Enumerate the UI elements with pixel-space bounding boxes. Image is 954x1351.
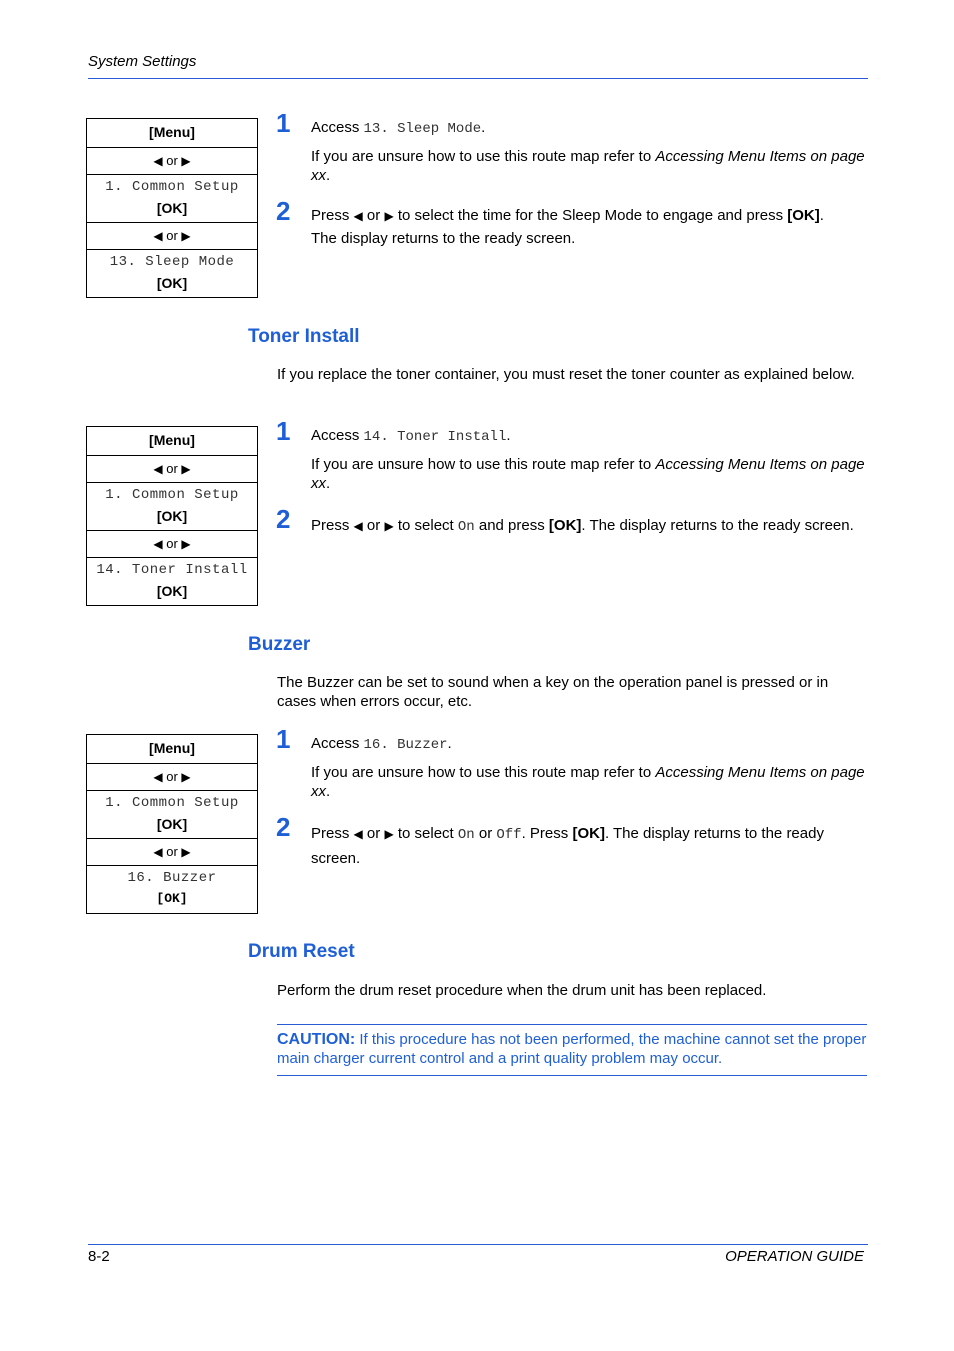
step-text-part: or xyxy=(362,825,385,842)
route-item-label: 1. Common Setup xyxy=(105,487,239,503)
note-text: If you are unsure how to use this route map refer to xyxy=(311,764,656,781)
step-text-part: to select xyxy=(393,825,458,842)
route-arrows xyxy=(87,530,257,557)
step-text-part: or xyxy=(474,825,497,842)
step-number: 1 xyxy=(276,108,291,138)
route-ok: [OK] xyxy=(156,508,188,524)
step-text-part: Press xyxy=(311,825,354,842)
route-item xyxy=(87,790,257,838)
menu-code: 16. Buzzer xyxy=(363,737,448,753)
step-text-part: . The display returns to the ready screen. xyxy=(311,825,824,867)
route-map-toner-install xyxy=(86,426,258,606)
option-code: On xyxy=(457,519,475,535)
right-triangle-icon: ▶ xyxy=(384,519,394,533)
right-triangle-icon: ▶ xyxy=(181,537,191,551)
route-or: or xyxy=(166,461,178,476)
step-text-part: . xyxy=(506,427,511,444)
section-heading-drum-reset: Drum Reset xyxy=(248,941,355,962)
route-map-sleep-mode xyxy=(86,118,258,298)
step-text-part: Press xyxy=(311,517,354,534)
right-triangle-icon: ▶ xyxy=(384,209,394,223)
step-note xyxy=(311,455,871,493)
step-text xyxy=(311,822,871,870)
section-intro: The Buzzer can be set to sound when a key on the operation panel is pressed or in cases when errors occur, etc. xyxy=(277,674,829,710)
left-triangle-icon: ◀ xyxy=(153,154,163,168)
step-text-part: to select xyxy=(393,517,458,534)
route-arrows xyxy=(87,838,257,865)
left-triangle-icon: ◀ xyxy=(353,209,363,223)
step-note xyxy=(311,763,871,801)
step-text xyxy=(311,426,871,447)
step-text-part: Press xyxy=(311,207,354,224)
route-map-buzzer xyxy=(86,734,258,914)
step-text-part: Access xyxy=(311,119,364,136)
right-triangle-icon: ▶ xyxy=(181,770,191,784)
route-item xyxy=(87,865,257,913)
caution-rule-top xyxy=(277,1024,867,1025)
step-text xyxy=(311,118,871,139)
ok-key: [OK] xyxy=(572,825,605,842)
route-ok: [OK] xyxy=(156,891,188,906)
note-text: . xyxy=(326,783,331,800)
right-triangle-icon: ▶ xyxy=(181,154,191,168)
route-or: or xyxy=(166,536,178,551)
option-code: On xyxy=(457,827,475,843)
note-text: If you are unsure how to use this route map refer to xyxy=(311,456,656,473)
route-ok: [OK] xyxy=(156,200,188,216)
menu-code: 13. Sleep Mode xyxy=(363,121,482,137)
step-text xyxy=(311,734,871,755)
route-arrows xyxy=(87,763,257,790)
option-code: Off xyxy=(496,827,522,843)
note-text: . xyxy=(326,475,331,492)
right-triangle-icon: ▶ xyxy=(181,462,191,476)
note-text: . xyxy=(326,167,331,184)
route-menu: [Menu] xyxy=(149,124,195,140)
cross-reference: Accessing Menu Items on page xx xyxy=(311,456,865,492)
route-ok: [OK] xyxy=(156,275,188,291)
route-arrows xyxy=(87,455,257,482)
running-header: System Settings xyxy=(88,53,197,70)
route-item-label: 1. Common Setup xyxy=(105,795,239,811)
route-or: or xyxy=(166,153,178,168)
route-or: or xyxy=(166,228,178,243)
step-number: 2 xyxy=(276,196,291,226)
step-text xyxy=(311,514,856,539)
step-number: 2 xyxy=(276,812,291,842)
cross-reference: Accessing Menu Items on page xx xyxy=(311,148,865,184)
caution-rule-bottom xyxy=(277,1075,867,1076)
step-text-part: Access xyxy=(311,735,364,752)
route-arrows xyxy=(87,222,257,249)
left-triangle-icon: ◀ xyxy=(153,770,163,784)
menu-code: 14. Toner Install xyxy=(363,429,507,445)
header-rule xyxy=(88,78,868,79)
step-text-part: or xyxy=(362,207,385,224)
route-or: or xyxy=(166,769,178,784)
route-item-label: 13. Sleep Mode xyxy=(109,254,235,270)
route-ok: [OK] xyxy=(156,816,188,832)
route-item-label: 14. Toner Install xyxy=(96,562,248,578)
section-heading-toner-install: Toner Install xyxy=(248,326,360,347)
step-text xyxy=(311,206,871,226)
note-text: If you are unsure how to use this route map refer to xyxy=(311,148,656,165)
route-item xyxy=(87,174,257,222)
step-text-part: to select the time for the Sleep Mode to engage and press xyxy=(393,207,788,224)
caution-text: If this procedure has not been performed, the machine cannot set the proper main charger current control and a print quality problem may occur. xyxy=(277,1031,867,1067)
route-item xyxy=(87,482,257,530)
guide-title: OPERATION GUIDE xyxy=(725,1248,864,1265)
step-text-part: . xyxy=(447,735,452,752)
route-menu: [Menu] xyxy=(149,432,195,448)
route-or: or xyxy=(166,844,178,859)
right-triangle-icon: ▶ xyxy=(181,229,191,243)
step-number: 1 xyxy=(276,416,291,446)
step-text-part: . xyxy=(481,119,486,136)
left-triangle-icon: ◀ xyxy=(353,827,363,841)
left-triangle-icon: ◀ xyxy=(153,229,163,243)
caution-label: CAUTION: xyxy=(277,1031,356,1048)
ok-key: [OK] xyxy=(787,207,820,224)
step-text-part: Access xyxy=(311,427,364,444)
right-triangle-icon: ▶ xyxy=(181,845,191,859)
step-text-line2: The display returns to the ready screen. xyxy=(311,230,576,247)
section-intro: Perform the drum reset procedure when the drum unit has been replaced. xyxy=(277,982,767,999)
cross-reference: Accessing Menu Items on page xx xyxy=(311,764,865,800)
left-triangle-icon: ◀ xyxy=(153,462,163,476)
route-menu: [Menu] xyxy=(149,740,195,756)
step-number: 2 xyxy=(276,504,291,534)
caution-note xyxy=(277,1030,867,1068)
right-triangle-icon: ▶ xyxy=(384,827,394,841)
left-triangle-icon: ◀ xyxy=(353,519,363,533)
step-text-part: . The display returns to the ready screen. xyxy=(581,517,854,534)
route-item xyxy=(87,557,257,605)
step-text-part: . Press xyxy=(521,825,573,842)
left-triangle-icon: ◀ xyxy=(153,537,163,551)
step-text-part: and press xyxy=(474,517,549,534)
section-intro: If you replace the toner container, you must reset the toner counter as explained below. xyxy=(277,366,855,383)
step-text-part: or xyxy=(362,517,385,534)
section-heading-buzzer: Buzzer xyxy=(248,634,311,655)
route-item-label: 16. Buzzer xyxy=(127,870,217,886)
footer-rule xyxy=(88,1244,868,1245)
step-text-part: . xyxy=(819,207,824,224)
route-arrows xyxy=(87,147,257,174)
route-ok: [OK] xyxy=(156,583,188,599)
page-number: 8-2 xyxy=(88,1248,110,1265)
left-triangle-icon: ◀ xyxy=(153,845,163,859)
step-number: 1 xyxy=(276,724,291,754)
route-item xyxy=(87,249,257,297)
step-note xyxy=(311,147,871,185)
route-item-label: 1. Common Setup xyxy=(105,179,239,195)
ok-key: [OK] xyxy=(548,517,582,534)
